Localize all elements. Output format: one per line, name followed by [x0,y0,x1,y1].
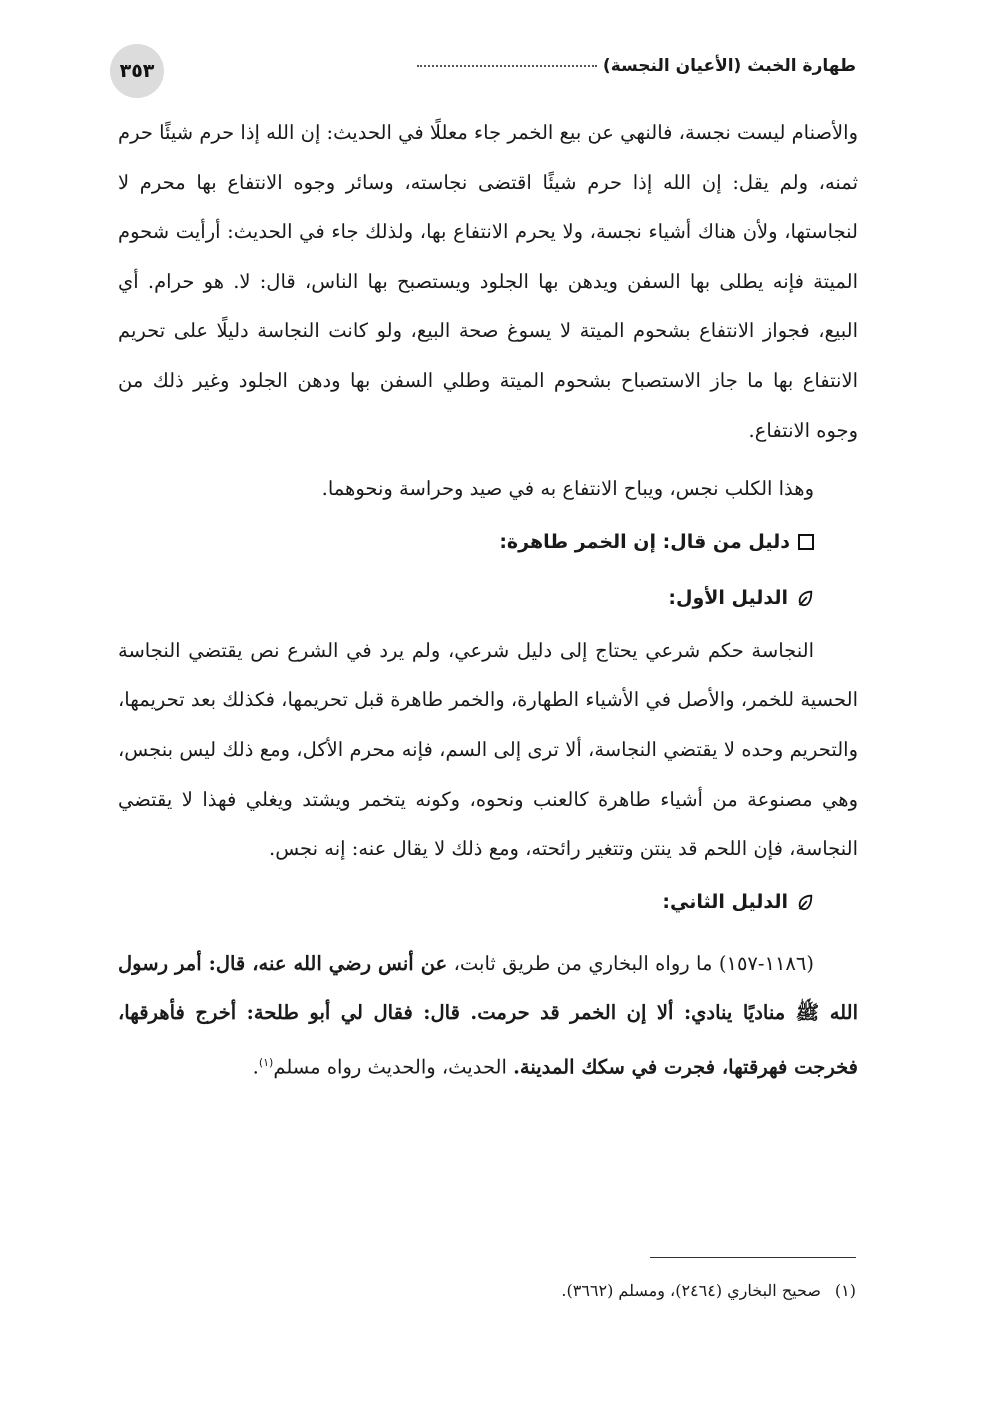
evidence-heading-1 [118,570,858,626]
footnote-divider [650,1257,856,1258]
main-text [118,108,858,1092]
leaf-ornament-icon [796,893,814,911]
dotted-leader [417,65,597,67]
chapter-title: طهارة الخبث (الأعيان النجسة) [602,56,856,76]
footnote [561,1276,856,1306]
footnote-text: صحيح البخاري (٢٤٦٤)، ومسلم (٣٦٦٢). [561,1281,821,1300]
hadith-text: عن أنس رضي الله عنه، قال: أمر رسول الله ﷺ مناديًا ينادي: ألا إن الخمر قد حرمت. قال: فقال لي أبو طلحة: أخرج فأهرقها، فخرجت فهرقتها، فجرت في سكك المدينة. [118,951,858,1079]
evidence-heading-2-text: الدليل الثاني: [662,890,788,913]
header-title-row [417,56,856,76]
evidence-heading-1-text: الدليل الأول: [668,586,788,609]
section-heading-text: دليل من قال: إن الخمر طاهرة: [499,530,790,553]
paragraph-2: وهذا الكلب نجس، ويباح الانتفاع به في صيد وحراسة ونحوهما. [321,477,814,501]
paragraph-4 [118,939,858,1092]
hadith-tail: الحديث، والحديث رواه مسلم [273,1055,507,1079]
paragraph-3: النجاسة حكم شرعي يحتاج إلى دليل شرعي، ولم يرد في الشرع نص يقتضي النجاسة الحسية للخمر، والأصل في الأشياء الطهارة، والخمر طاهرة قبل تحريمها، فكذلك بعد تحريمها، والتحريم وحده لا يقتضي النجاسة، ألا ترى إلى السم، فإنه محرم الأكل، ومع ذلك ليس بنجس، وهي مصنوعة من أشياء طاهرة كالعنب ونحوه، وكونه يتخمر ويشتد ويغلي فهذا لا يقتضي النجاسة، فإن اللحم قد ينتن وتتغير رائحته، ومع ذلك لا يقال عنه: إنه نجس. [118,638,858,861]
paragraph-1: والأصنام ليست نجسة، فالنهي عن بيع الخمر جاء معللًا في الحديث: إن الله إذا حرم شيئًا حرم ثمنه، ولم يقل: إن الله إذا حرم شيئًا اقتضى نجاسته، وسائر وجوه الانتفاع بها محرم لا لنجاستها، ولأن هناك أشياء نجسة، ولا يحرم الانتفاع بها، ولذلك جاء في الحديث: أرأيت شحوم الميتة فإنه يطلى بها السفن ويدهن بها الجلود ويستصبح بها الناس، قال: لا. هو حرام. أي البيع، فجواز الانتفاع بشحوم الميتة لا يسوغ صحة البيع، ولو كانت النجاسة دليلًا على تحريم الانتفاع بها ما جاز الاستصباح بشحوم الميتة وطلي السفن بها ودهن الجلود وغير ذلك من وجوه الانتفاع. [118,121,858,442]
leaf-ornament-icon [796,589,814,607]
footnote-number: (١) [834,1281,856,1300]
footnote-reference[interactable]: (١) [258,1055,274,1069]
hadith-intro: (١١٨٦-١٥٧) ما رواه البخاري من طريق ثابت، [453,951,814,975]
section-heading [118,514,858,570]
evidence-heading-2 [118,874,858,930]
page-number: ٣٥٣ [110,44,164,98]
square-bullet-icon [798,534,814,550]
running-header [110,44,856,98]
hadith-end: . [252,1055,259,1079]
